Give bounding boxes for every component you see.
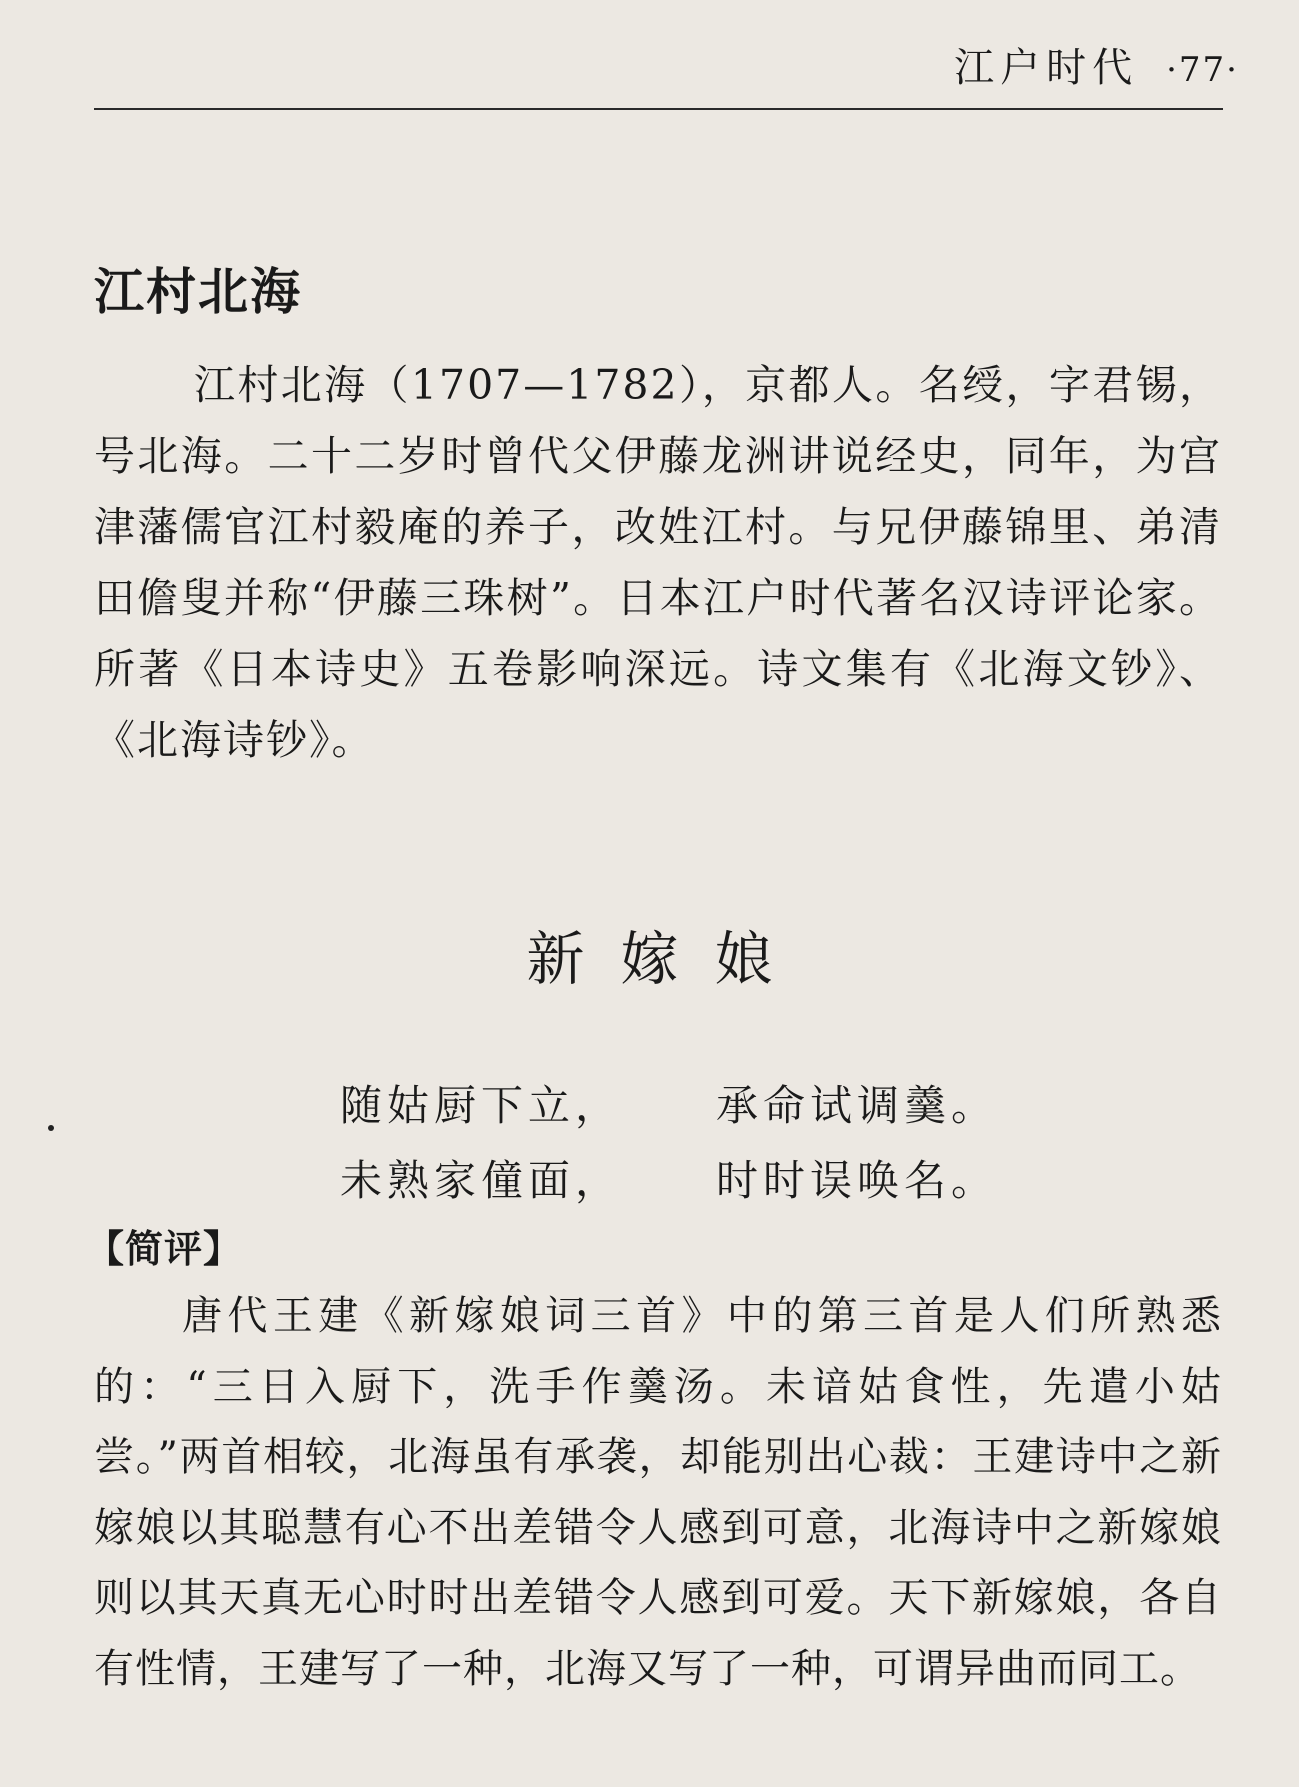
running-header bbox=[954, 36, 1239, 93]
review-heading: 【简评】 bbox=[86, 1227, 243, 1271]
page-number: ·77· bbox=[1166, 50, 1239, 90]
verse-line-2-second: 时时误唤名。 bbox=[716, 1156, 999, 1205]
header-rule bbox=[94, 108, 1223, 110]
ink-speck bbox=[48, 1125, 54, 1131]
verse-line-1-first: 随姑厨下立， bbox=[340, 1081, 623, 1130]
author-bio: 江村北海（1707—1782），京都人。名绶，字君锡，号北海。二十二岁时曾代父伊藤龙洲讲说经史，同年，为宫津藩儒官江村毅庵的养子，改姓江村。与兄伊藤锦里、弟清田儋叟并称“伊藤三珠树”。日本江户时代著名汉诗评论家。所著《日本诗史》五卷影响深远。诗文集有《北海文钞》、《北海诗钞》。 bbox=[94, 361, 1222, 764]
author-heading: 江村北海 bbox=[94, 263, 302, 321]
running-title: 江户时代 bbox=[954, 45, 1139, 91]
verse-line-2-first: 未熟家僮面， bbox=[340, 1156, 623, 1205]
poem-title: 新嫁娘 bbox=[526, 925, 809, 993]
review-body: 唐代王建《新嫁娘词三首》中的第三首是人们所熟悉的：“三日入厨下，洗手作羹汤。未谙姑食性，先遣小姑尝。”两首相较，北海虽有承袭，却能别出心裁：王建诗中之新嫁娘以其聪慧有心不出差错令人感到可意，北海诗中之新嫁娘则以其天真无心时时出差错令人感到可爱。天下新嫁娘，各自有性情，王建写了一种，北海又写了一种，可谓异曲而同工。 bbox=[94, 1293, 1222, 1692]
verse-line-1-second: 承命试调羹。 bbox=[716, 1081, 999, 1130]
